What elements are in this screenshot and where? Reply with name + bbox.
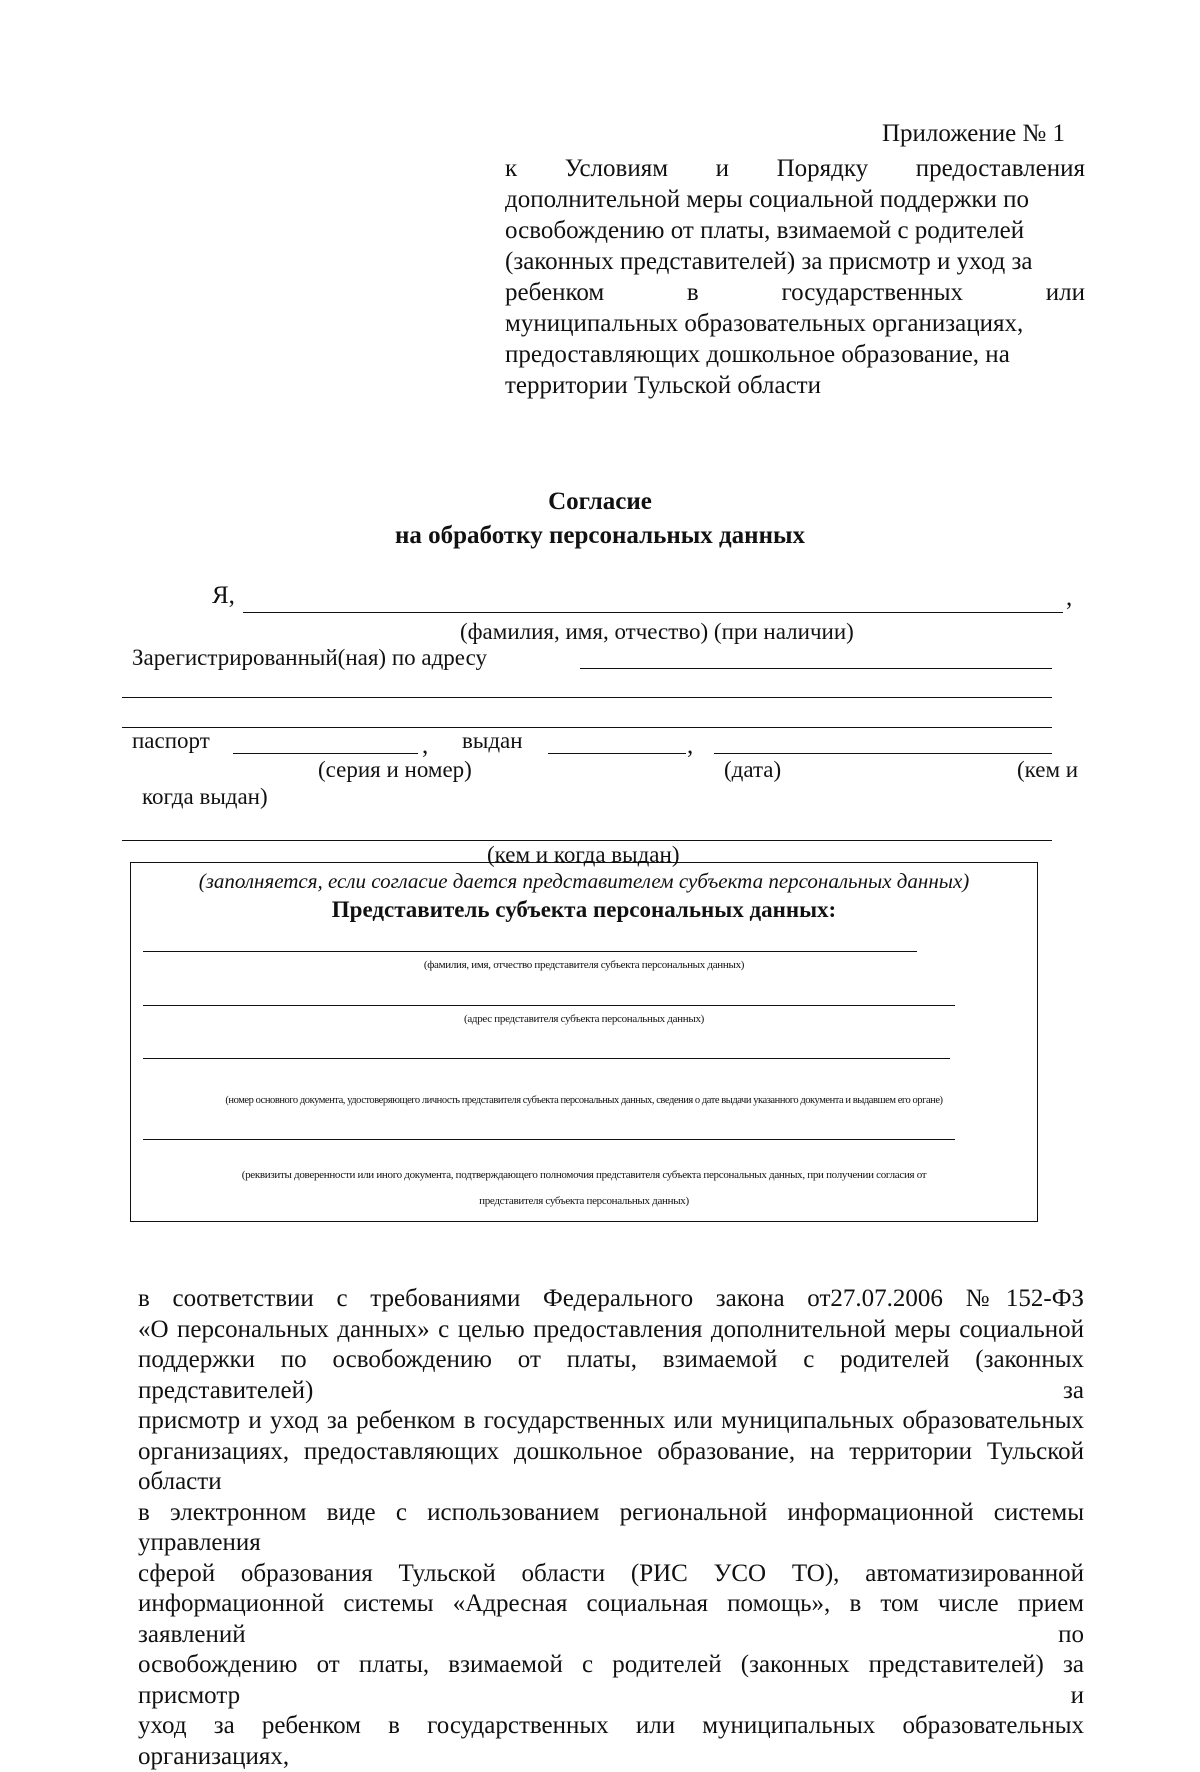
fio-caption: (фамилия, имя, отчество) (при наличии) [460, 619, 854, 644]
paragraph-line: уход за ребенком в государственных или муниципальных образовательных организациях, [138, 1712, 1084, 1770]
annex-title: Приложение № 1 [882, 120, 1066, 147]
paragraph-line: присмотр и уход за ребенком в государственных или муниципальных образовательных [138, 1407, 1084, 1434]
consent-paragraph [138, 1284, 1084, 1772]
annex-word: к [505, 155, 518, 182]
paragraph-line: информационной системы «Адресная социальная помощь», в том числе прием заявлений по [138, 1590, 1084, 1648]
series-caption: (серия и номер) [318, 757, 472, 782]
rep-power-line[interactable] [143, 1139, 955, 1140]
issued-by-line[interactable] [714, 753, 1052, 754]
annex-word: или [1045, 279, 1085, 306]
annex-line-5 [505, 277, 1085, 308]
date-caption: (дата) [724, 757, 782, 782]
rep-address-line[interactable] [143, 1005, 955, 1006]
who-when-caption-a: (кем и [1017, 757, 1079, 782]
fio-line[interactable] [243, 612, 1063, 613]
paragraph-line: сферой образования Тульской области (РИС УСО ТО), автоматизированной [138, 1559, 1084, 1587]
passport-comma: , [422, 732, 429, 759]
paragraph-line: в соответствии с требованиями Федерального закона от27.07.2006 №152-ФЗ [138, 1285, 1084, 1312]
paragraph-line: поддержки по освобождению от платы, взимаемой с родителей (законных представителей) за [138, 1346, 1084, 1404]
paragraph-line: организациях, предоставляющих дошкольное образование, на территории Тульской области [138, 1437, 1084, 1495]
issued-label: выдан [462, 728, 523, 753]
registered-label: Зарегистрированный(ная) по адресу [132, 645, 487, 670]
rep-power-caption-2: представителя субъекта персональных данных) [479, 1195, 689, 1207]
annex-line-2: дополнительной меры социальной поддержки по [505, 186, 1030, 213]
rep-fio-caption: (фамилия, имя, отчество представителя субъекта персональных данных) [423, 959, 745, 971]
document-subtitle: на обработку персональных данных [395, 522, 805, 549]
issued-comma: , [687, 732, 694, 759]
annex-line-1 [505, 153, 1085, 184]
annex-line-3: освобождению от платы, взимаемой с родителей [505, 217, 1025, 244]
who-when-line[interactable] [122, 840, 1052, 841]
annex-line-4: (законных представителей) за присмотр и уход за [505, 248, 1033, 275]
address-line-1[interactable] [580, 668, 1052, 669]
representative-box [130, 862, 1038, 1222]
passport-label: паспорт [132, 728, 210, 753]
rep-power-caption-1: (реквизиты доверенности или иного документа, подтверждающего полномочия представителя субъекта персональных данных, при получении согласия от [241, 1169, 927, 1181]
passport-series-line[interactable] [233, 753, 418, 754]
ya-label: Я, [212, 582, 235, 609]
rep-fio-line[interactable] [143, 951, 917, 952]
annex-word: государственных [781, 279, 964, 306]
annex-word: и [715, 155, 730, 182]
annex-line-8: территории Тульской области [505, 372, 821, 399]
annex-word: Порядку [776, 155, 869, 182]
paragraph-line: «О персональных данных» с целью предоставления дополнительной меры социальной [138, 1315, 1084, 1343]
annex-word: предоставления [915, 155, 1085, 182]
paragraph-line: в электронном виде с использованием региональной информационной системы управления [138, 1498, 1084, 1556]
rep-address-caption: (адрес представителя субъекта персональных данных) [463, 1013, 705, 1025]
annex-word: Условиям [564, 155, 669, 182]
annex-line-6: муниципальных образовательных организациях, [505, 310, 1024, 337]
annex-word: ребенком [505, 279, 605, 306]
annex-line-7: предоставляющих дошкольное образование, на [505, 341, 1010, 368]
representative-note: (заполняется, если согласие дается представителем субъекта персональных данных) [198, 869, 970, 893]
document-title: Согласие [548, 488, 652, 515]
rep-document-caption: (номер основного документа, удостоверяющего личность представителя субъекта персональных данных, сведения о дате выдачи указанного документа и выдавшем его органе) [225, 1095, 943, 1106]
annex-text [505, 153, 1085, 401]
representative-title: Представитель субъекта персональных данных: [331, 897, 837, 922]
annex-word: в [686, 279, 699, 306]
address-line-3[interactable] [122, 727, 1052, 728]
rep-document-line[interactable] [143, 1058, 950, 1059]
who-when-caption: (кем и когда выдан) [487, 842, 680, 867]
who-when-caption-b: когда выдан) [142, 784, 268, 809]
fio-comma: , [1066, 584, 1073, 611]
issue-date-line[interactable] [548, 753, 686, 754]
paragraph-line: освобождению от платы, взимаемой с родителей (законных представителей) за присмотр и [138, 1651, 1084, 1709]
address-line-2[interactable] [122, 697, 1052, 698]
